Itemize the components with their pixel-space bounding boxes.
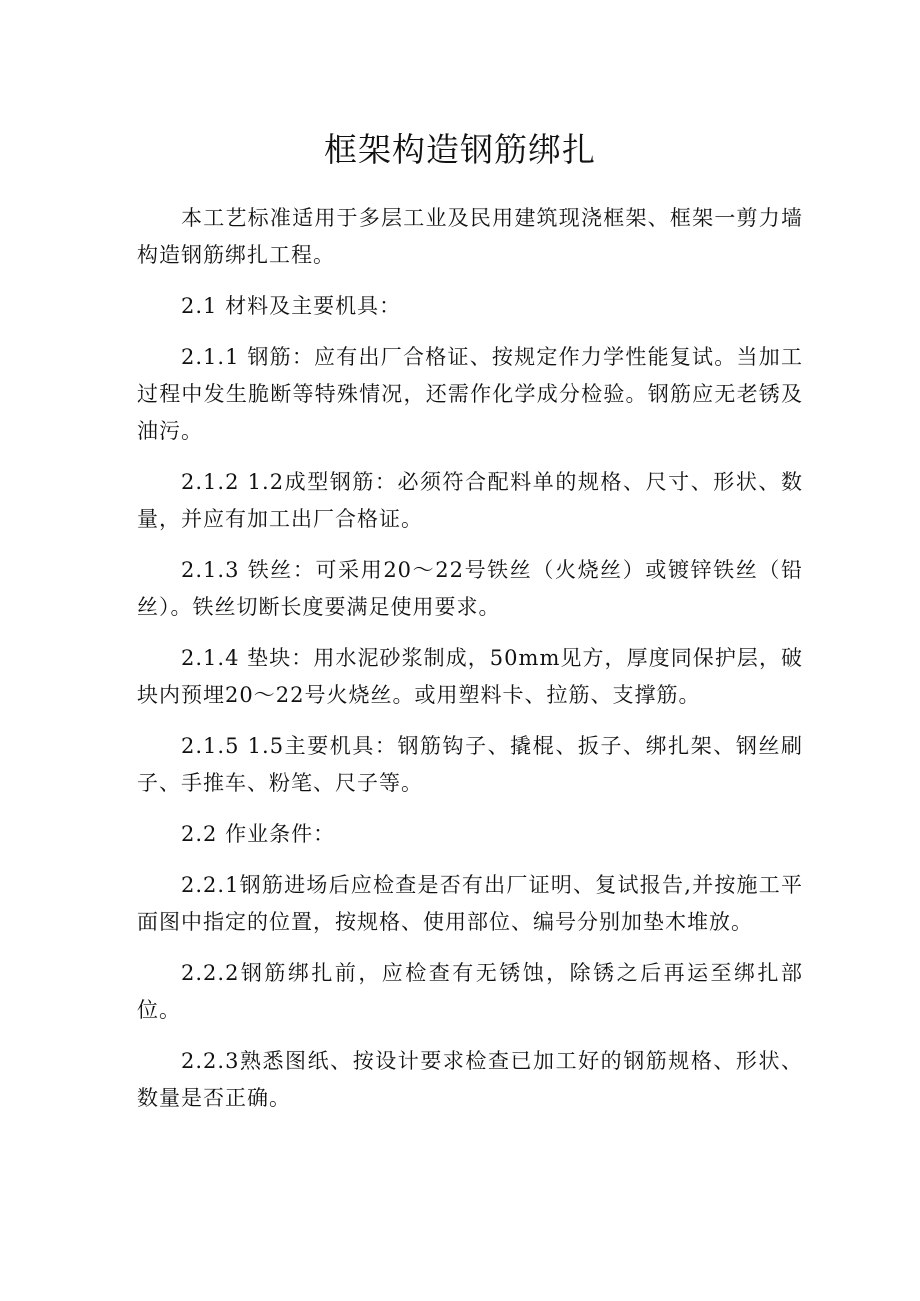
paragraph-site-inspection: 2.2.1钢筋进场后应检查是否有出厂证明、复试报告,并按施工平面图中指定的位置，按规格、使用部位、编号分别加垫木堆放。 — [137, 873, 803, 934]
paragraph-rebar: 2.1.1 钢筋：应有出厂合格证、按规定作力学性能复试。当加工过程中发生脆断等特殊情况，还需作化学成分检验。钢筋应无老锈及油污。 — [137, 345, 803, 443]
paragraph-tools: 2.1.5 1.5主要机具：钢筋钩子、撬棍、扳子、绑扎架、钢丝刷子、手推车、粉笔、尺子等。 — [137, 734, 803, 795]
paragraph-scope: 本工艺标准适用于多层工业及民用建筑现浇框架、框架一剪力墙构造钢筋绑扎工程。 — [137, 206, 803, 267]
paragraph-heading-materials: 2.1 材料及主要机具： — [181, 294, 402, 318]
paragraph-heading-conditions: 2.2 作业条件： — [181, 822, 336, 846]
document-title: 框架构造钢筋绑扎 — [324, 130, 596, 169]
paragraph-rust-check: 2.2.2钢筋绑扎前，应检查有无锈蚀，除锈之后再运至绑扎部位。 — [137, 961, 803, 1022]
document-body — [137, 200, 803, 1131]
paragraph-spacer-blocks: 2.1.4 垫块：用水泥砂浆制成，50mm见方，厚度同保护层，破块内预埋20～22号火烧丝。或用塑料卡、拉筋、支撑筋。 — [137, 646, 803, 707]
paragraph-drawing-review: 2.2.3熟悉图纸、按设计要求检查已加工好的钢筋规格、形状、数量是否正确。 — [137, 1049, 803, 1110]
paragraph-formed-rebar: 2.1.2 1.2成型钢筋：必须符合配料单的规格、尺寸、形状、数量，并应有加工出厂合格证。 — [137, 470, 803, 531]
paragraph-wire: 2.1.3 铁丝：可采用20～22号铁丝（火烧丝）或镀锌铁丝（铅丝）。铁丝切断长度要满足使用要求。 — [137, 558, 803, 619]
